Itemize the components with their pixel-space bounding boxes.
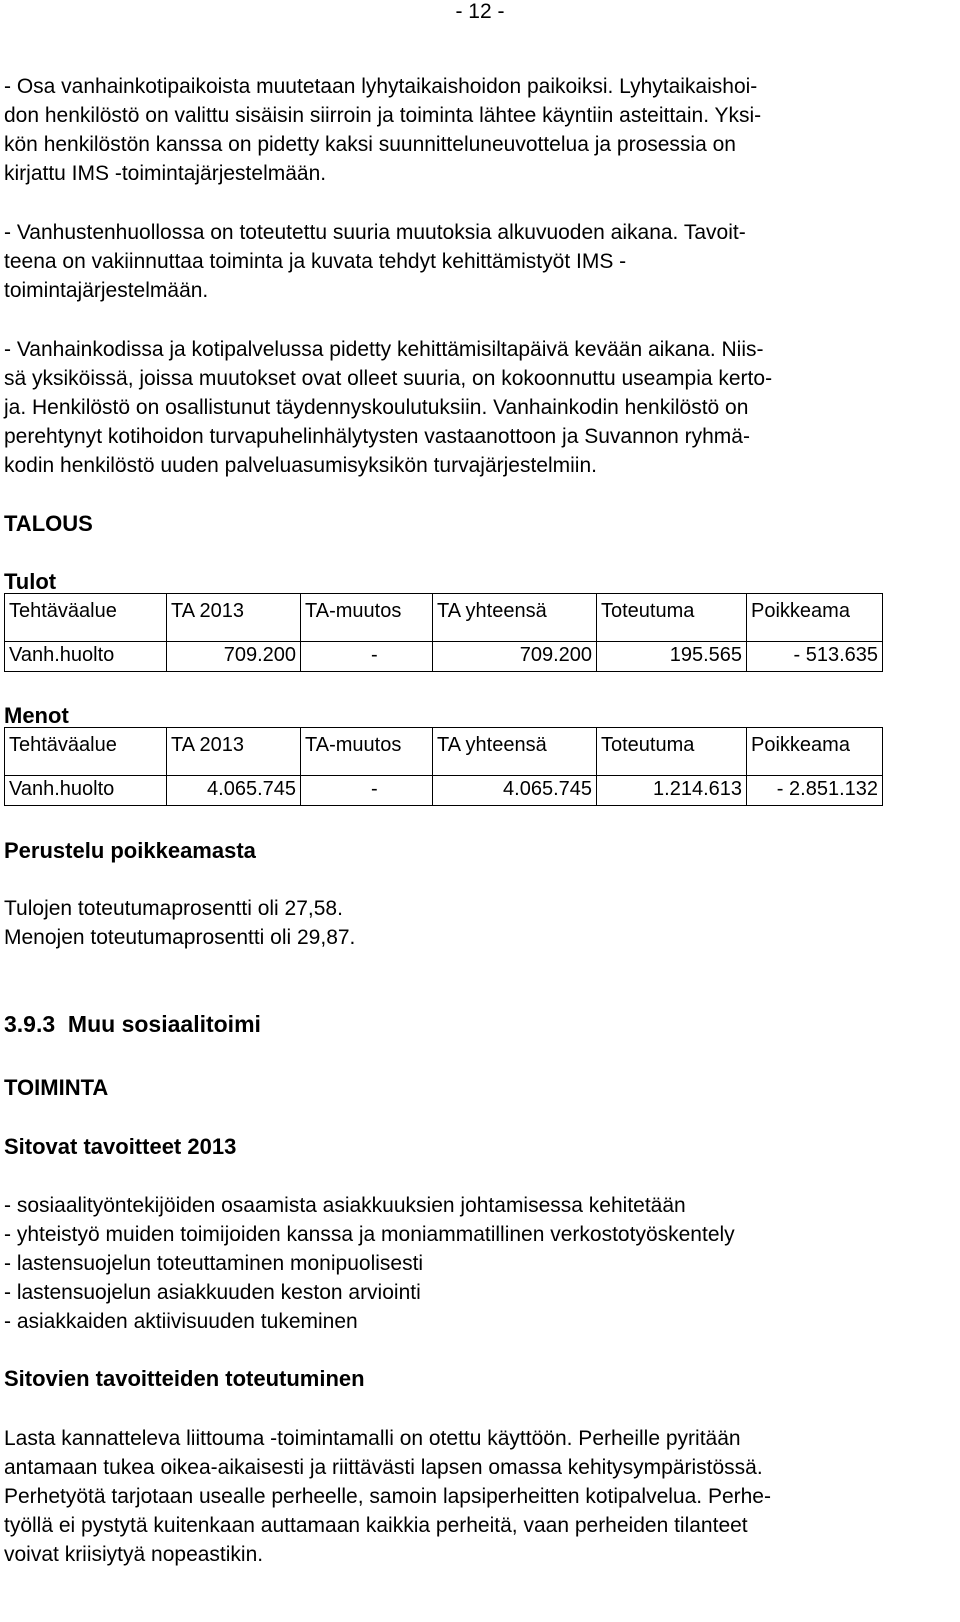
table-cell: Vanh.huolto xyxy=(5,642,167,672)
table-row xyxy=(5,776,883,806)
text-line: antamaan tukea oikea-aikaisesti ja riittävästi lapsen omassa kehitysympäristössä. xyxy=(4,1456,763,1479)
perustelu-text xyxy=(4,894,934,952)
heading-tulot: Tulot xyxy=(4,569,57,594)
header-cell: Toteutuma xyxy=(597,594,747,642)
list-item: - asiakkaiden aktiivisuuden tukeminen xyxy=(4,1310,358,1333)
header-cell: Tehtäväalue xyxy=(5,728,167,776)
header-cell: Toteutuma xyxy=(597,728,747,776)
heading-toteutuminen: Sitovien tavoitteiden toteutuminen xyxy=(4,1366,365,1391)
tulot-table xyxy=(4,593,883,672)
text-line: ja. Henkilöstö on osallistunut täydennyskoulutuksiin. Vanhainkodin henkilöstö on xyxy=(4,396,749,419)
table-cell: - 513.635 xyxy=(747,642,883,672)
heading-sitovat-tavoitteet: Sitovat tavoitteet 2013 xyxy=(4,1134,237,1159)
section-heading: 3.9.3 Muu sosiaalitoimi xyxy=(4,1011,261,1037)
table-cell: - 2.851.132 xyxy=(747,776,883,806)
header-cell: Tehtäväalue xyxy=(5,594,167,642)
heading-perustelu: Perustelu poikkeamasta xyxy=(4,838,256,863)
list-item: - sosiaalityöntekijöiden osaamista asiakkuuksien johtamisessa kehitetään xyxy=(4,1194,686,1217)
text-line: sä yksiköissä, joissa muutokset ovat olleet suuria, on kokoonnuttu useampia kerto- xyxy=(4,367,773,390)
table-cell: 709.200 xyxy=(167,642,301,672)
text-line: voivat kriisiytyä nopeastikin. xyxy=(4,1543,264,1566)
sitovat-list xyxy=(4,1191,934,1336)
text-line: Lasta kannatteleva liittouma -toimintamalli on otettu käyttöön. Perheille pyritään xyxy=(4,1427,741,1450)
paragraph-lyhytaikaishoito xyxy=(4,72,934,188)
table-cell: - xyxy=(301,642,433,672)
text-line: toimintajärjestelmään. xyxy=(4,279,209,302)
page-number: - 12 - xyxy=(455,0,505,23)
header-cell: TA 2013 xyxy=(167,594,301,642)
heading-talous: TALOUS xyxy=(4,511,93,536)
text-line: Tulojen toteutumaprosentti oli 27,58. xyxy=(4,897,343,920)
text-line: kodin henkilöstö uuden palveluasumisyksikön turvajärjestelmiin. xyxy=(4,454,597,477)
text-line: don henkilöstö on valittu sisäisin siirroin ja toiminta lähtee käyntiin asteittain. Yksi- xyxy=(4,104,762,127)
table-cell: - xyxy=(301,776,433,806)
table-cell: Vanh.huolto xyxy=(5,776,167,806)
header-cell: TA 2013 xyxy=(167,728,301,776)
text-line: työllä ei pystytä kuitenkaan auttamaan kaikkia perheitä, vaan perheiden tilanteet xyxy=(4,1514,748,1537)
table-cell: 1.214.613 xyxy=(597,776,747,806)
list-item: - lastensuojelun asiakkuuden keston arviointi xyxy=(4,1281,421,1304)
header-cell: Poikkeama xyxy=(747,594,883,642)
header-cell: Poikkeama xyxy=(747,728,883,776)
text-line: - Vanhainkodissa ja kotipalvelussa pidetty kehittämisiltapäivä kevään aikana. Niis- xyxy=(4,338,764,361)
text-line: Perhetyötä tarjotaan usealle perheelle, samoin lapsiperheitten kotipalvelua. Perhe- xyxy=(4,1485,771,1508)
text-line: kirjattu IMS -toimintajärjestelmään. xyxy=(4,162,327,185)
toteutuminen-text xyxy=(4,1424,934,1569)
header-cell: TA yhteensä xyxy=(433,594,597,642)
list-item: - lastensuojelun toteuttaminen monipuolisesti xyxy=(4,1252,424,1275)
table-cell: 4.065.745 xyxy=(167,776,301,806)
table-header-row xyxy=(5,728,883,776)
paragraph-vanhustenhuolto xyxy=(4,218,934,305)
table-header-row xyxy=(5,594,883,642)
heading-menot: Menot xyxy=(4,703,69,728)
text-line: teena on vakiinnuttaa toiminta ja kuvata tehdyt kehittämistyöt IMS - xyxy=(4,250,627,273)
header-cell: TA-muutos xyxy=(301,594,433,642)
text-line: - Osa vanhainkotipaikoista muutetaan lyhytaikaishoidon paikoiksi. Lyhytaikaishoi- xyxy=(4,75,758,98)
menot-table xyxy=(4,727,883,806)
header-cell: TA yhteensä xyxy=(433,728,597,776)
text-line: - Vanhustenhuollossa on toteutettu suuria muutoksia alkuvuoden aikana. Tavoit- xyxy=(4,221,746,244)
header-cell: TA-muutos xyxy=(301,728,433,776)
table-row xyxy=(5,642,883,672)
table-cell: 709.200 xyxy=(433,642,597,672)
list-item: - yhteistyö muiden toimijoiden kanssa ja moniammatillinen verkostotyöskentely xyxy=(4,1223,735,1246)
text-line: perehtynyt kotihoidon turvapuhelinhälytysten vastaanottoon ja Suvannon ryhmä- xyxy=(4,425,750,448)
table-cell: 4.065.745 xyxy=(433,776,597,806)
paragraph-vanhainkoti xyxy=(4,335,934,480)
text-line: Menojen toteutumaprosentti oli 29,87. xyxy=(4,926,356,949)
text-line: kön henkilöstön kanssa on pidetty kaksi suunnitteluneuvottelua ja prosessia on xyxy=(4,133,736,156)
table-cell: 195.565 xyxy=(597,642,747,672)
heading-toiminta: TOIMINTA xyxy=(4,1075,109,1100)
